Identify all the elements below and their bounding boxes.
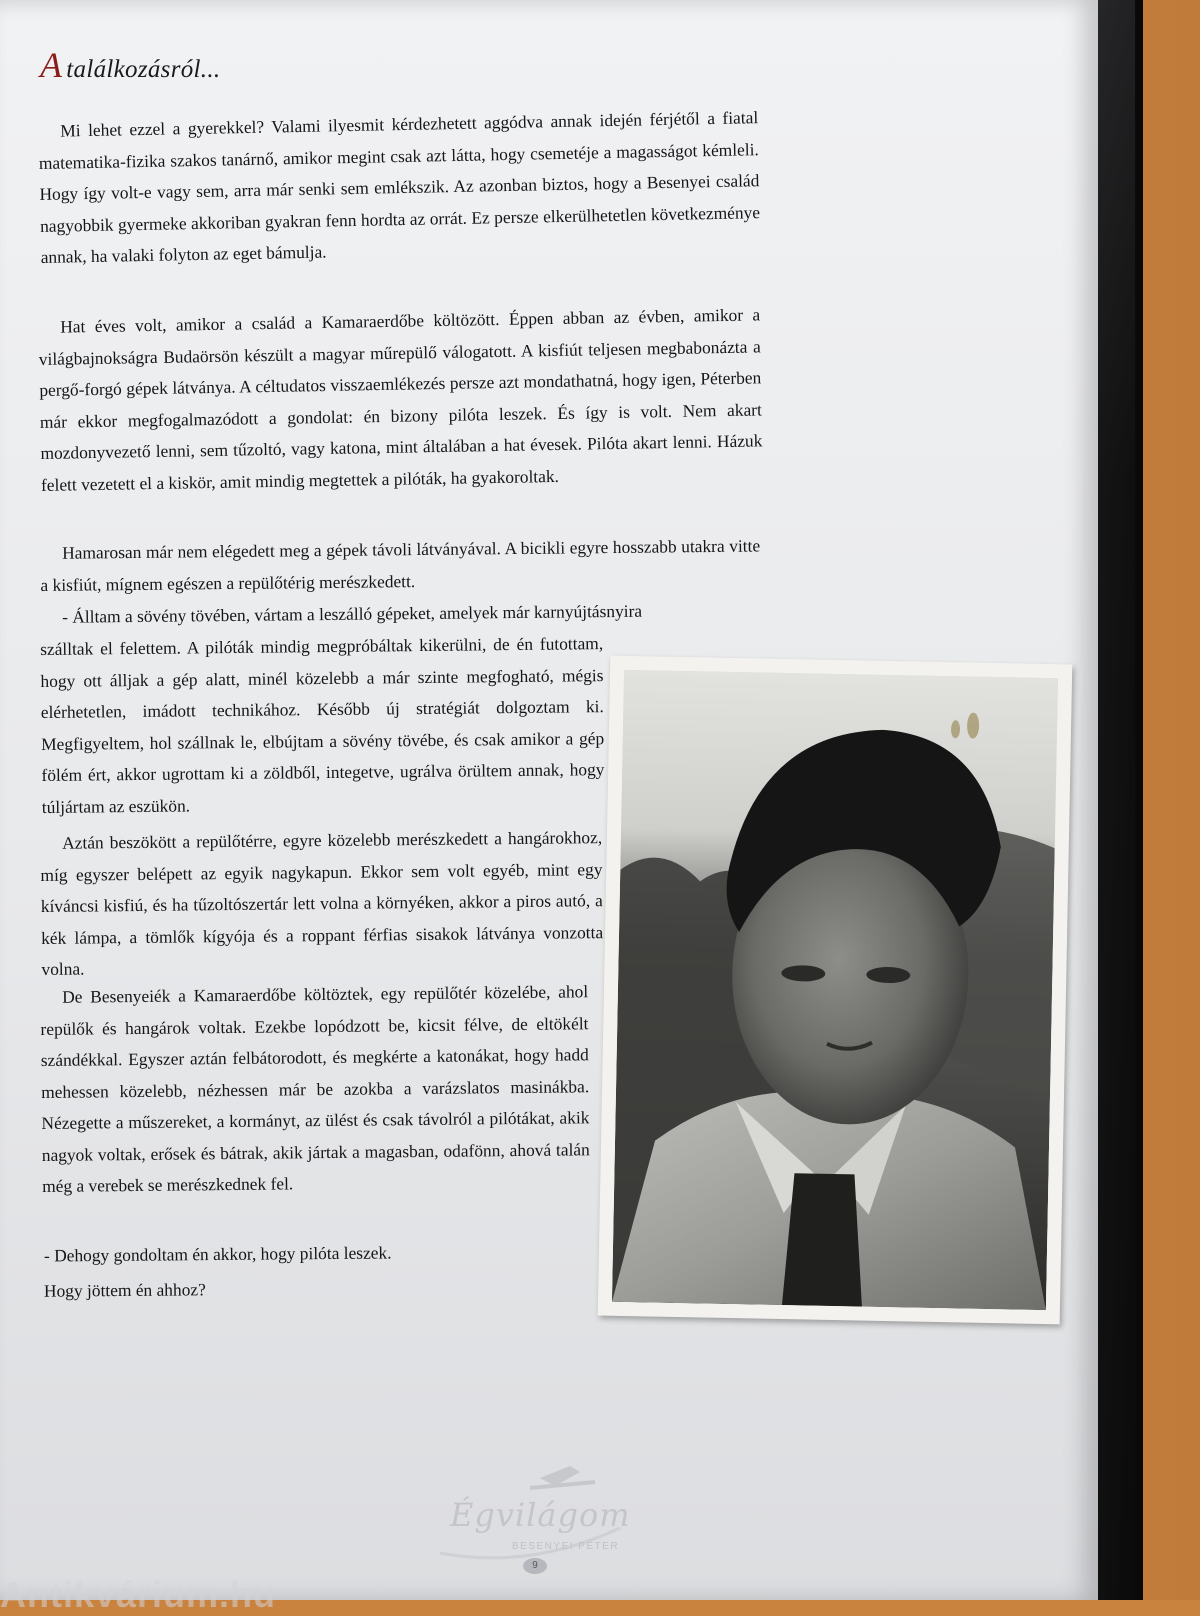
paragraph-2: Hat éves volt, amikor a család a Kamaraerdőbe költözött. Éppen abban az évben, amikor a világbajnokságra Budaörsön készült a magyar műrepülő válogatott. A kisfiút teljesen megbabonázta a pergő-forgó gépek látványa. A céltudatos visszaemlékezés persze azt mondathatná, hogy igen, Péterben már ekkor megfogalmazódott a gondolat: én bizony pilóta leszek. És így is volt. Nem akart mozdonyvezető lenni, sem tűzoltó, vagy katona, mint általában a hat évesek. Pilóta akart lenni. Házuk felett vezetett el a kiskör, amit mindig megtettek a pilóták, ha gyakoroltak. bbox=[38, 304, 763, 495]
quote-line-2: Hogy jöttem én ahhoz? bbox=[43, 1279, 206, 1301]
photo-portrait-illustration bbox=[612, 670, 1058, 1310]
paragraph-1: Mi lehet ezzel a gyerekkel? Valami ilyesmit kérdezhetett aggódva annak idején férjétől a fiatal matematika-fizika szakos tanárnő, amikor megint csak azt látta, hogy csemetéje a magasságot kémleli. Hogy így volt-e vagy sem, arra már senki sem emlékszik. Az azonban biztos, hogy a Besenyei család nagyobbik gyermeke akkoriban gyakran fenn hordta az orrát. Ez persze elkerülhetetlen következménye annak, ha valaki folyton az eget bámulja. bbox=[38, 107, 761, 267]
paragraph-3: Hamarosan már nem elégedett meg a gépek távoli látványával. A bicikli egyre hosszabb utakra vitte a kisfiút, mígnem egészen a repülőtérig merészkedett. bbox=[40, 535, 761, 595]
title-text: találkozásról... bbox=[66, 56, 221, 83]
title-initial: A bbox=[40, 45, 63, 85]
logo-title: Égvilágom bbox=[450, 1496, 631, 1534]
book-logo bbox=[420, 1458, 650, 1578]
paragraph-4: szálltak el felettem. A pilóták mindig megpróbáltak kikerülni, de én futottam, hogy ott álljak a gép alatt, minél közelebb a már szinte megfogható, mégis elérhetetlen, imádott technikához. Később új stratégiát dolgoztam ki. Megfigyeltem, hol szállnak le, elbújtam a sövény tövébe, és csak amikor a gép fölém ért, akkor ugrottam ki a zöldből, integetve, ugrálva örültem annak, hogy túljártam az eszükön. bbox=[40, 633, 605, 817]
paragraph-6: De Besenyeiék a Kamaraerdőbe költöztek, egy repülőtér közelébe, ahol repülők és hangárok voltak. Ezekbe lopódzott be, kicsit félve, de eltökélt szándékkal. Egyszer aztán felbátorodott, és megkérte a katonákat, hogy hadd mehessen közelebb, nézhessen már be azokba a varázslatos masinákba. Nézegette a műszereket, a kormányt, az ülést és csak távolról a pilótákat, akik nagyok voltak, erősek és bátrak, akik jártak a magasban, odafönn, ahová talán még a verebek se merészkednek fel. bbox=[40, 981, 590, 1196]
watermark-text: Antikvárium.hu bbox=[0, 1574, 277, 1615]
page-number: 9 bbox=[523, 1558, 547, 1574]
photo-image bbox=[612, 670, 1058, 1310]
paragraph-4-first-line: - Álltam a sövény tövében, vártam a leszálló gépeket, amelyek már karnyújtásnyira bbox=[62, 600, 643, 627]
quote-line-1: - Dehogy gondoltam én akkor, hogy pilóta leszek. bbox=[43, 1242, 392, 1266]
chapter-title bbox=[40, 44, 220, 86]
boy-photograph bbox=[598, 656, 1073, 1325]
paragraph-5: Aztán beszökött a repülőtérre, egyre közelebb merészkedett a hangárokhoz, míg egyszer belépett az egyik nagykapun. Ekkor sem volt egyéb, mint egy kíváncsi kisfiú, és ha tűzoltószertár lett volna a környéken, akkor a piros autó, a kék lámpa, a tömlők kígyója és a roppant férfias sisakok látványa vonzotta volna. bbox=[40, 827, 604, 979]
logo-subtitle: BESENYEI PÉTER bbox=[512, 1541, 620, 1552]
